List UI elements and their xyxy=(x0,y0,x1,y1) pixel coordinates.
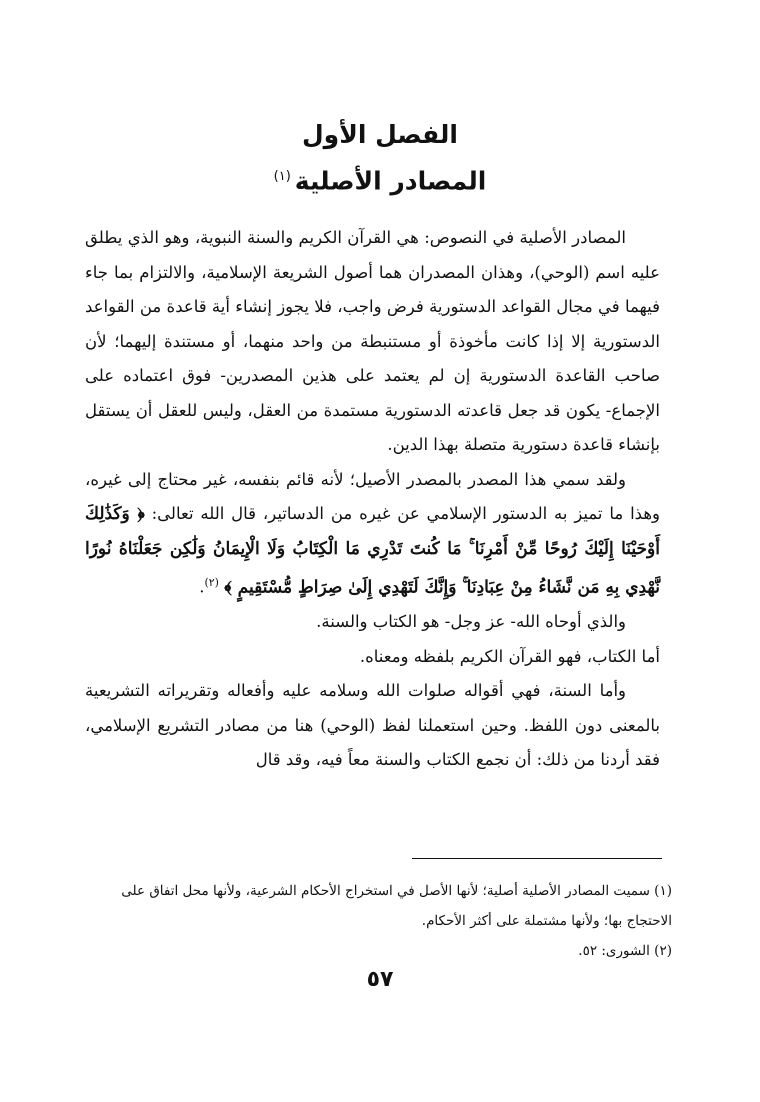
chapter-title: الفصل الأول xyxy=(301,120,459,149)
section-title-text: المصادر الأصلية xyxy=(294,166,487,196)
footnote-1: (١) سميت المصادر الأصلية أصلية؛ لأنها الأصل في استخراج الأحكام الشرعية، ولأنها محل اتفاق على الاحتجاج بها؛ ولأنها مشتملة على أكثر الأحكام. xyxy=(121,883,672,929)
paragraph-3: والذي أوحاه الله- عز وجل- هو الكتاب والسنة. xyxy=(316,612,626,631)
section-title xyxy=(0,160,760,198)
verse-footnote-ref: (٢) xyxy=(204,576,219,589)
paragraph-5: وأما السنة، فهي أقواله صلوات الله وسلامه عليه وأفعاله وتقريراته التشريعية بالمعنى دون اللفظ. وحين استعملنا لفظ (الوحي) هنا من مصادر التشريع الإسلامي، فقد أردنا من ذلك: أن نجمع الكتاب والسنة معاً فيه، وقد قال xyxy=(85,681,660,769)
footnote-separator xyxy=(412,858,662,859)
quran-verse: ﴿ وَكَذَٰلِكَ أَوْحَيْنَا إِلَيْكَ رُوحًا مِّنْ أَمْرِنَا ۚ مَا كُنتَ تَدْرِي مَا الْكِتَابُ وَلَا الْإِيمَانُ وَلَٰكِن جَعَلْنَاهُ نُورًا نَّهْدِي بِهِ مَن نَّشَاءُ مِنْ عِبَادِنَا ۚ وَإِنَّكَ لَتَهْدِي إِلَىٰ صِرَاطٍ مُّسْتَقِيمٍ ﴾ xyxy=(85,504,660,598)
page-number: ٥٧ xyxy=(366,967,394,992)
section-footnote-ref: (١) xyxy=(273,169,291,184)
paragraph-2-intro: ولقد سمي هذا المصدر بالمصدر الأصيل؛ لأنه قائم بنفسه، غير محتاج إلى غيره، وهذا ما تميز به الدستور الإسلامي عن غيره من الدساتير، قال الله تعالى: xyxy=(85,469,660,523)
paragraph-2: ولقد سمي هذا المصدر بالمصدر الأصيل؛ لأنه قائم بنفسه، غير محتاج إلى غيره، وهذا ما تميز به الدستور الإسلامي عن غيره من الدساتير، قال الله تعالى: ﴿ وَكَذَٰلِكَ أَوْحَيْنَا إِلَيْكَ رُوحًا مِّنْ أَمْرِنَا ۚ مَا كُنتَ تَدْرِي مَا الْكِتَابُ وَلَا الْإِيمَانُ وَلَٰكِن جَعَلْنَاهُ نُورًا نَّهْدِي بِهِ مَن نَّشَاءُ مِنْ عِبَادِنَا ۚ وَإِنَّكَ لَتَهْدِي إِلَىٰ صِرَاطٍ مُّسْتَقِيمٍ ﴾ $^{(٢)}$. xyxy=(85,469,660,598)
footnote-2: (٢) الشورى: ٥٢. xyxy=(578,943,672,959)
body-text xyxy=(85,221,660,778)
footnotes xyxy=(77,876,672,966)
paragraph-1: المصادر الأصلية في النصوص: هي القرآن الكريم والسنة النبوية، وهو الذي يطلق عليه اسم (الوحي)، وهذان المصدران هما أصول الشريعة الإسلامية، والالتزام بما جاء فيهما في مجال القواعد الدستورية فرض واجب، فلا يجوز إنشاء أية قاعدة من القواعد الدستورية إلا إذا كانت مأخوذة أو مستنبطة من واحد منهما، أو مستندة إليهما؛ لأن صاحب القاعدة الدستورية إن لم يعتمد على هذين المصدرين- فوق اعتماده على الإجماع- يكون قد جعل قاعدته الدستورية مستمدة من العقل، وليس للعقل أن يستقل بإنشاء قاعدة دستورية متصلة بهذا الدين. xyxy=(85,228,660,454)
paragraph-4: أما الكتاب، فهو القرآن الكريم بلفظه ومعناه. xyxy=(359,646,660,666)
